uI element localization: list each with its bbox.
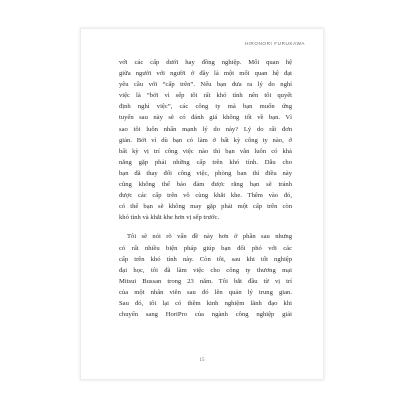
text-line: cấp trên khó tính này. Còn tôi, sau khi tốt nghiệp	[119, 255, 292, 263]
text-line: Sau đó, tôi lại có thêm kinh nghiệm lãnh đạo khi	[119, 299, 292, 307]
text-line: của một nhân viên sau đó lên quản lý trung gian.	[119, 288, 292, 296]
text-line: giản. Bởi vì dù bạn có làm ở bất kỳ công ty nào, ở	[119, 136, 292, 144]
paragraph	[119, 231, 292, 320]
text-line: Mitsui Bussan trong 23 năm. Tôi bắt đầu từ vị trí	[119, 277, 292, 285]
text-line: Tôi sẽ nói rõ vấn đề này hơn ở phần sau nhưng	[127, 233, 292, 241]
text-line: yêu cầu với “cấp trên”. Nếu bạn đưa ra lý do nghỉ	[119, 81, 292, 89]
text-line: có thể bạn sẽ không may gặp phải một cấp trên còn	[119, 203, 292, 211]
text-line: với các cấp dưới hay đồng nghiệp. Mối quan hệ	[119, 59, 292, 66]
page-number: 15	[199, 358, 205, 363]
text-line: được các cấp trên vô cùng khắt khe. Thêm vào đó,	[119, 192, 292, 200]
text-line: định nghỉ việc”, các công ty mà bạn muốn ứng	[119, 103, 292, 111]
text-line: khó tính và khắt khe hơn vị sếp trước.	[119, 214, 220, 222]
running-head: HIRONORI FURUKAWA	[244, 41, 305, 46]
paragraph	[119, 57, 292, 223]
text-line: có rất nhiều biện pháp giúp bạn đối phó với các	[119, 244, 292, 252]
text-line: bất kỳ vị trí công việc nào thì bạn vẫn luôn có khả	[119, 147, 292, 155]
text-line: năng gặp phải những cấp trên khó tính. Dẫu cho	[119, 158, 292, 166]
body-text	[119, 57, 292, 320]
text-line: bạn đã thay đổi công việc, phòng ban thì điều này	[119, 169, 292, 177]
text-line: chuyển sang HoriPro của ngành công nghiệp giải	[119, 311, 292, 319]
text-line: tuyển sau này sẽ có đánh giá không tốt về bạn. Vì	[119, 114, 292, 122]
text-line: đại học, tôi đã làm việc cho công ty thương mại	[119, 266, 292, 274]
book-page	[80, 28, 324, 380]
text-line: sao tôi luôn nhấn mạnh lý do này? Lý do rất đơn	[119, 125, 292, 133]
paragraph-gap	[119, 223, 292, 231]
text-line: giữa người với người ở đây là một mối quan hệ đạt	[119, 70, 292, 78]
text-line: cũng không thể bảo đảm được rằng bạn sẽ tránh	[119, 181, 292, 189]
text-line: việc là “bởi vì sếp tôi rất khó tính nên tôi quyết	[119, 92, 292, 100]
